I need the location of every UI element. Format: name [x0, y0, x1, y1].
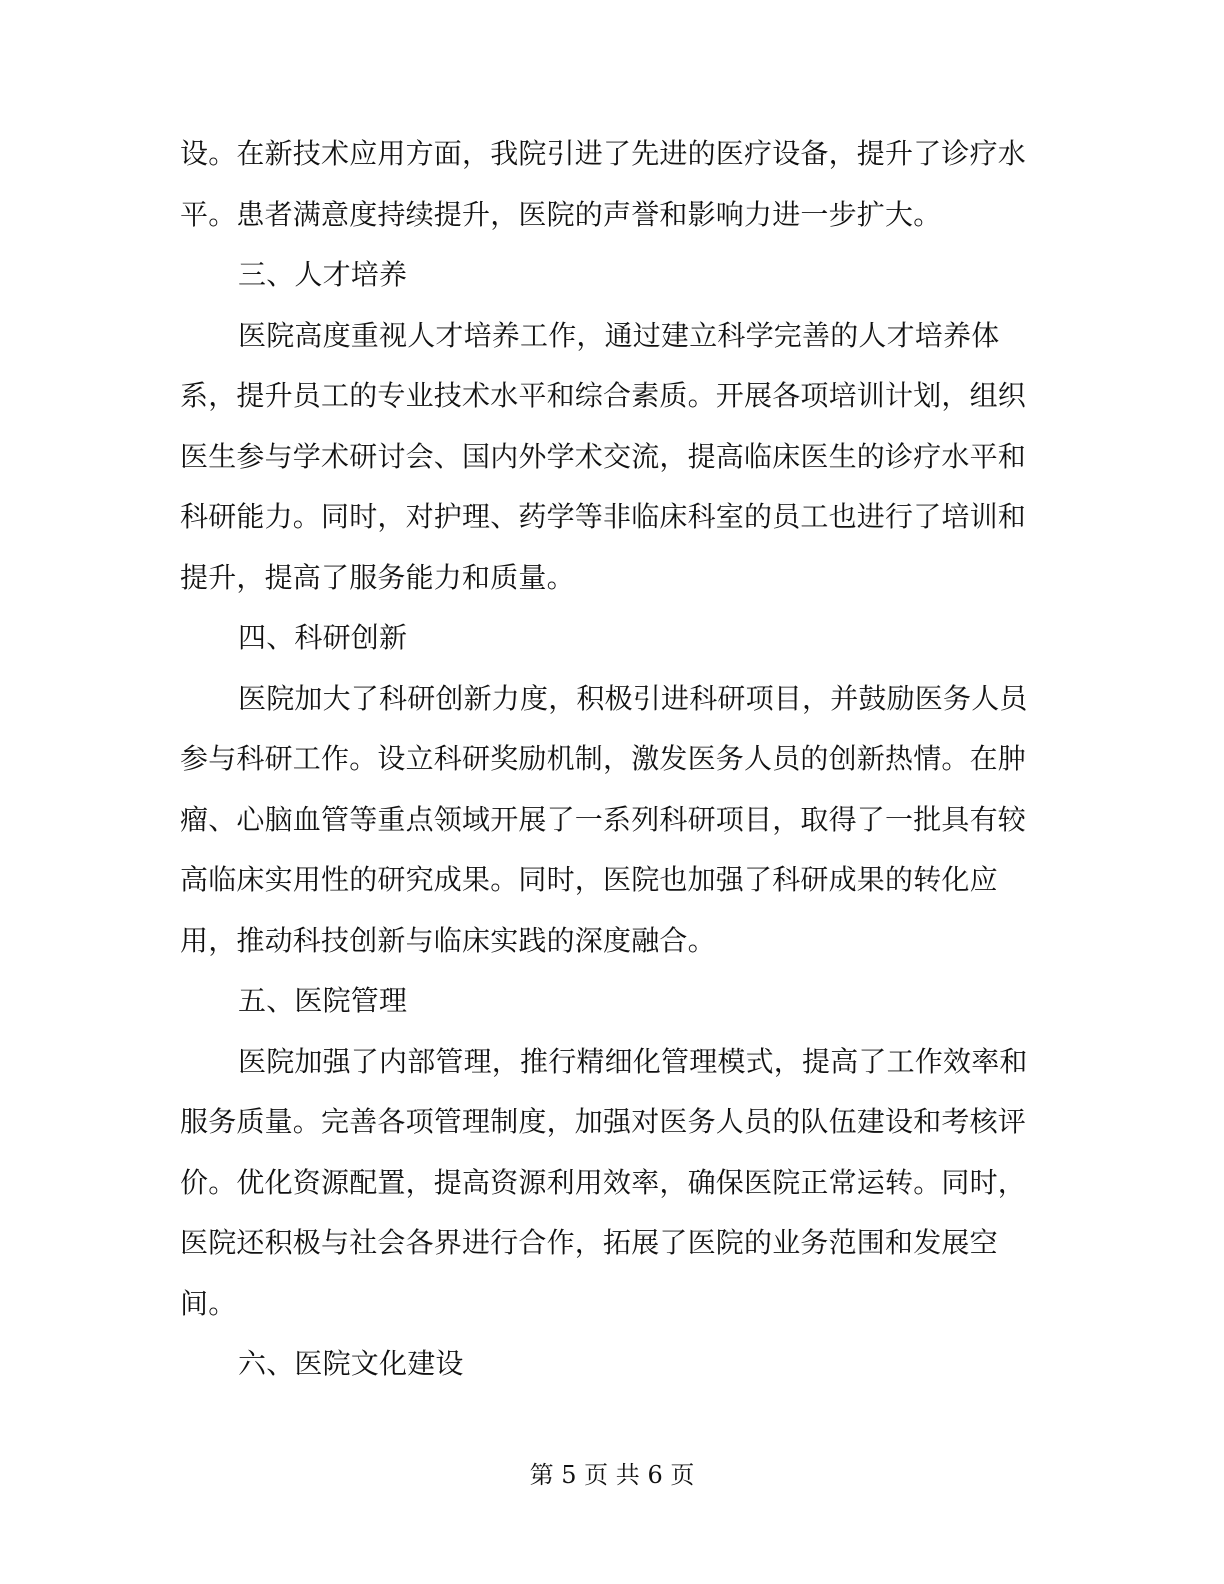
page-footer: 第 5 页 共 6 页 [529, 1461, 695, 1489]
document-body [180, 128, 1028, 1399]
text-line: 六、医院文化建设 [238, 1347, 464, 1380]
text-line: 医院高度重视人才培养工作，通过建立科学完善的人才培养体 [238, 318, 1000, 352]
text-line: 五、医院管理 [238, 984, 408, 1017]
text-line: 系，提升员工的专业技术水平和综合素质。开展各项培训计划，组织 [180, 379, 1027, 412]
text-line: 四、科研创新 [238, 621, 408, 654]
text-line: 三、人才培养 [238, 258, 408, 291]
text-line: 参与科研工作。设立科研奖励机制，激发医务人员的创新热情。在肿 [180, 742, 1027, 775]
text-line: 间。 [180, 1286, 237, 1320]
text-line: 平。患者满意度持续提升，医院的声誉和影响力进一步扩大。 [180, 197, 942, 231]
text-line: 提升，提高了服务能力和质量。 [180, 560, 575, 594]
text-line: 医生参与学术研讨会、国内外学术交流，提高临床医生的诊疗水平和 [180, 439, 1027, 473]
text-line: 瘤、心脑血管等重点领域开展了一系列科研项目，取得了一批具有较 [180, 802, 1027, 836]
text-line: 设。在新技术应用方面，我院引进了先进的医疗设备，提升了诊疗水 [180, 137, 1027, 170]
text-line: 价。优化资源配置，提高资源利用效率，确保医院正常运转。同时， [180, 1165, 1027, 1199]
text-line: 用，推动科技创新与临床实践的深度融合。 [180, 923, 716, 957]
text-line: 医院加大了科研创新力度，积极引进科研项目，并鼓励医务人员 [238, 681, 1028, 715]
text-line: 高临床实用性的研究成果。同时，医院也加强了科研成果的转化应 [180, 863, 998, 896]
text-line: 医院还积极与社会各界进行合作，拓展了医院的业务范围和发展空 [180, 1226, 998, 1259]
text-line: 科研能力。同时，对护理、药学等非临床科室的员工也进行了培训和 [180, 500, 1027, 533]
text-line: 医院加强了内部管理，推行精细化管理模式，提高了工作效率和 [238, 1044, 1028, 1078]
text-line: 服务质量。完善各项管理制度，加强对医务人员的队伍建设和考核评 [180, 1105, 1027, 1138]
